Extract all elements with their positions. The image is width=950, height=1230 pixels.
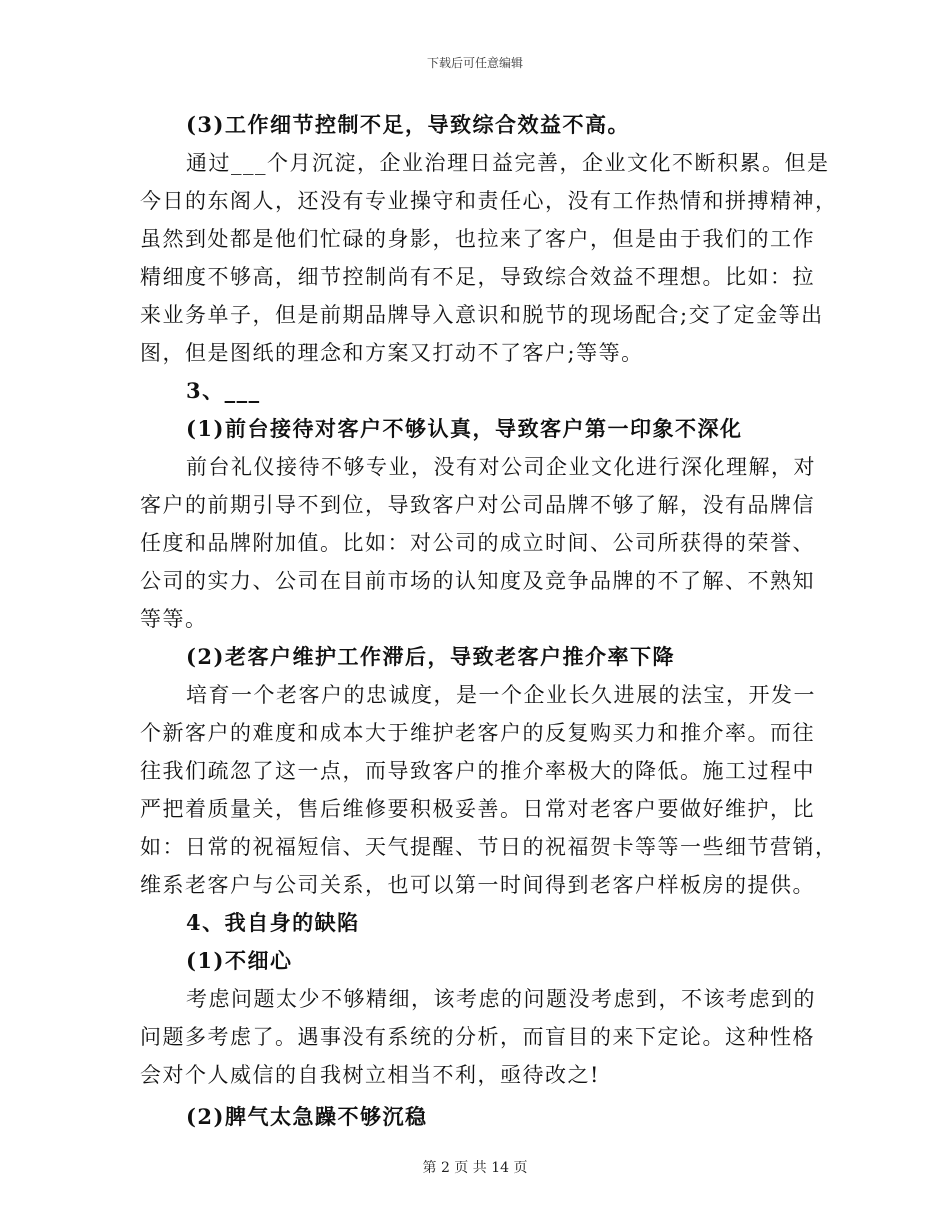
subheading: (1)前台接待对客户不够认真，导致客户第一印象不深化 bbox=[186, 416, 743, 441]
paragraph-line: 图，但是图纸的理念和方案又打动不了客户;等等。 bbox=[140, 341, 644, 365]
subheading: (2)老客户维护工作滞后，导致老客户推介率下降 bbox=[186, 644, 675, 669]
page-header: 下载后可任意编辑 bbox=[426, 56, 523, 70]
paragraph-line: 如：日常的祝福短信、天气提醒、节日的祝福贺卡等等一些细节营销， bbox=[140, 835, 838, 859]
paragraph-line: 公司的实力、公司在目前市场的认知度及竞争品牌的不了解、不熟知 bbox=[140, 569, 815, 593]
paragraph-line: 今日的东阁人，还没有专业操守和责任心，没有工作热情和拼搏精神， bbox=[140, 189, 838, 213]
paragraph-line: 客户的前期引导不到位，导致客户对公司品牌不够了解，没有品牌信 bbox=[140, 493, 815, 517]
section-heading: 3、___ bbox=[186, 378, 261, 403]
paragraph-line: 往我们疏忽了这一点，而导致客户的推介率极大的降低。施工过程中 bbox=[140, 759, 815, 783]
paragraph-line: 来业务单子，但是前期品牌导入意识和脱节的现场配合;交了定金等出 bbox=[140, 303, 824, 327]
paragraph-line: 前台礼仪接待不够专业，没有对公司企业文化进行深化理解，对 bbox=[186, 455, 816, 479]
page-footer: 第 2 页 共 14 页 bbox=[422, 1160, 528, 1176]
section-heading: 4、我自身的缺陷 bbox=[186, 910, 360, 935]
paragraph-line: 等等。 bbox=[140, 607, 208, 631]
paragraph-line: 问题多考虑了。遇事没有系统的分析，而盲目的来下定论。这种性格 bbox=[140, 1025, 815, 1049]
subheading: (3)工作细节控制不足，导致综合效益不高。 bbox=[186, 112, 630, 137]
paragraph-line: 虽然到处都是他们忙碌的身影，也拉来了客户，但是由于我们的工作 bbox=[140, 227, 815, 251]
paragraph-line: 考虑问题太少不够精细，该考虑的问题没考虑到，不该考虑到的 bbox=[186, 987, 816, 1011]
paragraph-line: 个新客户的难度和成本大于维护老客户的反复购买力和推介率。而往 bbox=[140, 721, 815, 745]
paragraph-line: 培育一个老客户的忠诚度，是一个企业长久进展的法宝，开发一 bbox=[186, 683, 816, 707]
paragraph-line: 会对个人威信的自我树立相当不利，亟待改之! bbox=[140, 1063, 600, 1087]
paragraph-line: 严把着质量关，售后维修要积极妥善。日常对老客户要做好维护，比 bbox=[140, 797, 815, 821]
document-body bbox=[140, 106, 838, 1136]
subheading: (2)脾气太急躁不够沉稳 bbox=[186, 1104, 428, 1129]
paragraph-line: 通过___个月沉淀，企业治理日益完善，企业文化不断积累。但是 bbox=[186, 151, 830, 175]
paragraph-line: 精细度不够高，细节控制尚有不足，导致综合效益不理想。比如：拉 bbox=[140, 265, 815, 289]
subheading: (1)不细心 bbox=[186, 948, 293, 973]
paragraph-line: 任度和品牌附加值。比如：对公司的成立时间、公司所获得的荣誉、 bbox=[140, 531, 815, 555]
paragraph-line: 维系老客户与公司关系，也可以第一时间得到老客户样板房的提供。 bbox=[140, 873, 815, 897]
